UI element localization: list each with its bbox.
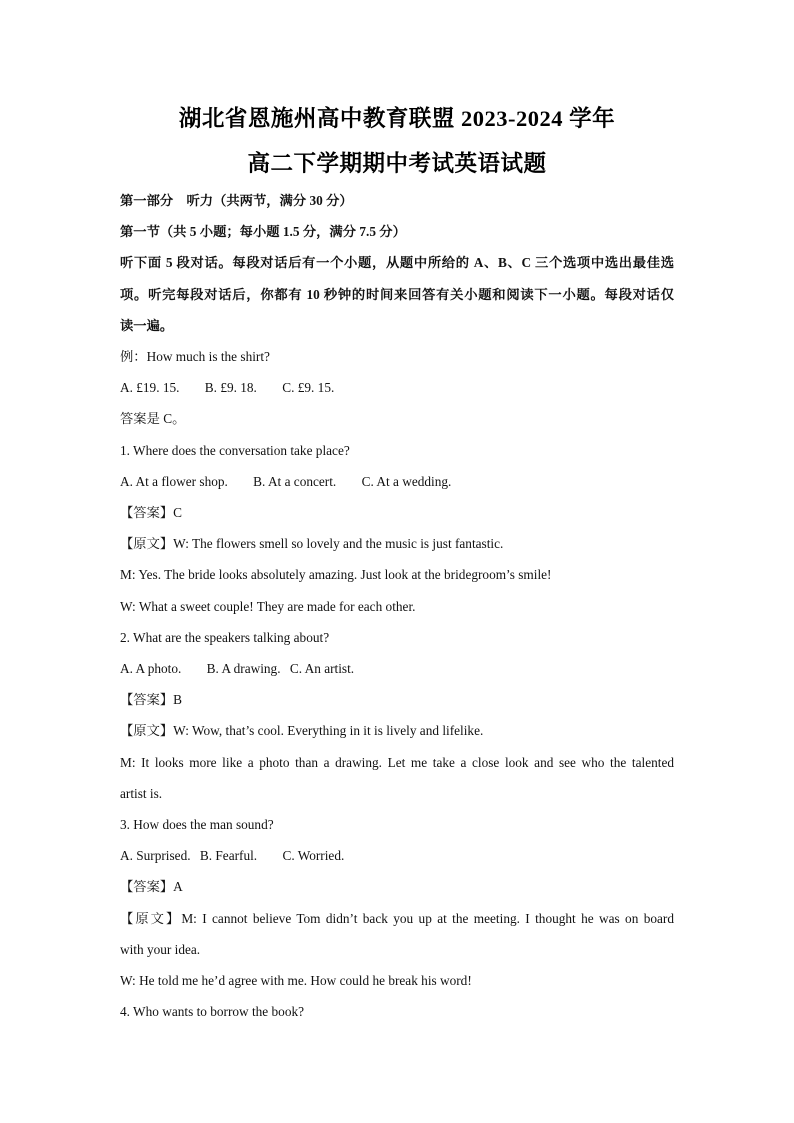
document-title-line2: 高二下学期期中考试英语试题 bbox=[247, 151, 547, 176]
question-3-transcript-1: 【原文】M: I cannot believe Tom didn’t back you up at the meeting. I thought he was on board bbox=[120, 910, 674, 926]
instructions-line1: 听下面 5 段对话。每段对话后有一个小题，从题中所给的 A、B、C 三个选项中选出最佳选 bbox=[120, 255, 674, 271]
question-1-options bbox=[120, 466, 674, 497]
question-3-transcript-2: with your idea. bbox=[120, 941, 201, 957]
q1-option-a: A. At a flower shop. bbox=[120, 473, 228, 489]
instructions-line3: 读一遍。 bbox=[120, 317, 174, 333]
question-3-transcript-3: W: He told me he’d agree with me. How could he break his word! bbox=[120, 973, 472, 989]
example-options bbox=[120, 372, 674, 403]
example-answer: 答案是 C。 bbox=[120, 411, 186, 427]
document-title-line1: 湖北省恩施州高中教育联盟 2023-2024 学年 bbox=[178, 106, 616, 131]
question-2-transcript-3: artist is. bbox=[120, 785, 163, 801]
question-2: 2. What are the speakers talking about? bbox=[120, 629, 330, 645]
example-question: 例：How much is the shirt? bbox=[120, 349, 270, 365]
example-option-b: B. £9. 18. bbox=[204, 380, 257, 396]
q3-option-b: B. Fearful. bbox=[199, 848, 258, 864]
question-3-options bbox=[120, 840, 674, 871]
example-option-a: A. £19. 15. bbox=[120, 380, 180, 396]
q1-option-c: C. At a wedding. bbox=[361, 473, 452, 489]
instructions-line2: 项。听完每段对话后，你都有 10 秒钟的时间来回答有关小题和阅读下一小题。每段对话仅 bbox=[120, 286, 674, 302]
question-3-answer: 【答案】A bbox=[120, 879, 183, 895]
q3-option-a: A. Surprised. bbox=[120, 848, 191, 864]
q2-option-c: C. An artist. bbox=[289, 661, 355, 677]
question-1: 1. Where does the conversation take place? bbox=[120, 442, 350, 458]
example-option-c: C. £9. 15. bbox=[282, 380, 335, 396]
question-2-transcript-1: 【原文】W: Wow, that’s cool. Everything in it is lively and lifelike. bbox=[120, 723, 484, 739]
question-1-answer: 【答案】C bbox=[120, 505, 183, 521]
question-2-answer: 【答案】B bbox=[120, 692, 183, 708]
section-heading: 第一节（共 5 小题；每小题 1.5 分，满分 7.5 分） bbox=[120, 224, 406, 240]
part-heading: 第一部分 听力（共两节，满分 30 分） bbox=[120, 193, 353, 208]
question-1-transcript-2: M: Yes. The bride looks absolutely amazing. Just look at the bridegroom’s smile! bbox=[120, 567, 552, 583]
question-2-transcript-2: M: It looks more like a photo than a drawing. Let me take a close look and see who the talented bbox=[120, 754, 674, 770]
question-3: 3. How does the man sound? bbox=[120, 817, 274, 833]
q2-option-a: A. A photo. bbox=[120, 661, 182, 677]
q1-option-b: B. At a concert. bbox=[253, 473, 337, 489]
q3-option-c: C. Worried. bbox=[282, 848, 345, 864]
question-1-transcript-1: 【原文】W: The flowers smell so lovely and the music is just fantastic. bbox=[120, 536, 504, 552]
question-2-options bbox=[120, 653, 674, 684]
question-1-transcript-3: W: What a sweet couple! They are made for each other. bbox=[120, 598, 416, 614]
q2-option-b: B. A drawing. bbox=[206, 661, 281, 677]
question-4: 4. Who wants to borrow the book? bbox=[120, 1004, 305, 1020]
